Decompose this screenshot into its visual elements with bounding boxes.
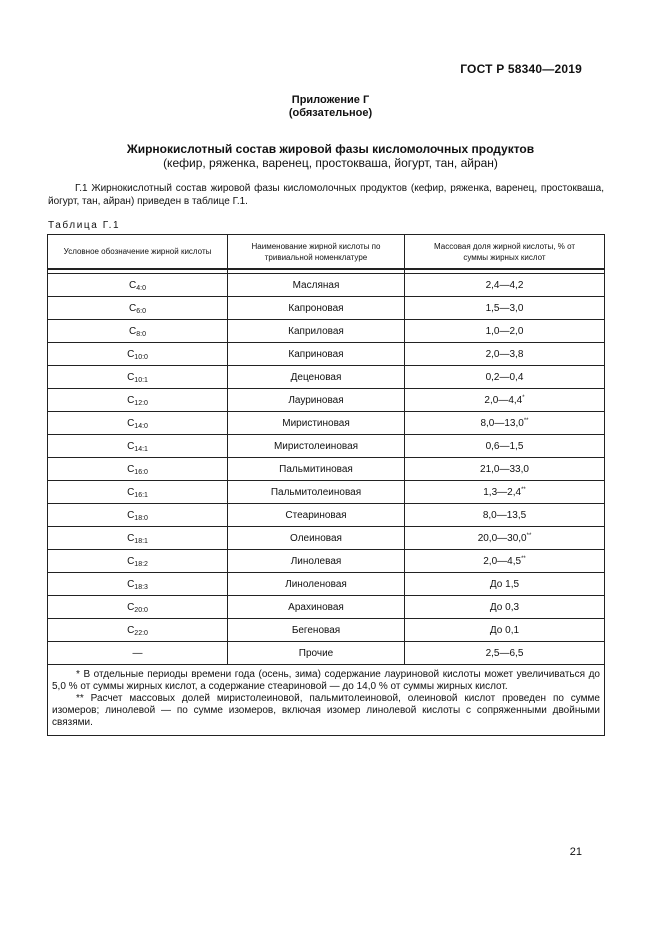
- cell-value: [405, 435, 605, 458]
- standard-number: ГОСТ Р 58340—2019: [460, 62, 582, 76]
- designation-base: —: [132, 647, 143, 659]
- section-subtitle: (кефир, ряженка, варенец, простокваша, йогурт, тан, айран): [163, 156, 498, 170]
- designation-subscript: 18:0: [134, 514, 148, 522]
- table-notes: [48, 665, 605, 736]
- cell-designation: [48, 619, 228, 642]
- footnote-mark: **: [521, 555, 526, 562]
- header-mass-fraction: Массовая доля жирной кислоты, % от суммы жирных кислот: [405, 235, 605, 270]
- table-row: [48, 435, 605, 458]
- appendix-status: (обязательное): [288, 107, 373, 119]
- cell-designation: [48, 596, 228, 619]
- table-row: [48, 504, 605, 527]
- designation-base: C: [127, 486, 135, 498]
- table-row: [48, 527, 605, 550]
- value-text: До 0,3: [489, 601, 520, 613]
- table-body: [48, 269, 605, 665]
- cell-designation: [48, 573, 228, 596]
- cell-name: Капроновая: [228, 297, 405, 320]
- designation-base: C: [127, 578, 135, 590]
- cell-value: [405, 573, 605, 596]
- page-number: 21: [569, 846, 582, 858]
- cell-designation: [48, 274, 228, 297]
- value-text: 2,0—4,4: [484, 394, 523, 406]
- designation-base: C: [127, 371, 135, 383]
- value-text: 1,3—2,4: [483, 486, 522, 498]
- value-text: 20,0—30,0: [477, 532, 527, 544]
- cell-name: Прочие: [228, 642, 405, 665]
- designation-subscript: 20:0: [134, 606, 148, 614]
- intro-paragraph: Г.1 Жирнокислотный состав жировой фазы кисломолочных продуктов (кефир, ряженка, варенец, простокваша, йогурт, тан, айран) приведен в таблице Г.1.: [48, 183, 604, 207]
- cell-designation: [48, 481, 228, 504]
- value-text: 2,4—4,2: [485, 279, 524, 291]
- designation-subscript: 18:2: [134, 560, 148, 568]
- cell-name: Арахиновая: [228, 596, 405, 619]
- table-row: [48, 274, 605, 297]
- table-row: [48, 389, 605, 412]
- value-text: До 1,5: [489, 578, 520, 590]
- cell-value: [405, 619, 605, 642]
- table-row: [48, 297, 605, 320]
- header-designation: Условное обозначение жирной кислоты: [48, 235, 228, 270]
- cell-value: [405, 481, 605, 504]
- cell-designation: [48, 389, 228, 412]
- footnote-mark: *: [522, 394, 525, 401]
- cell-name: Каприловая: [228, 320, 405, 343]
- table-row: [48, 343, 605, 366]
- cell-value: [405, 366, 605, 389]
- designation-subscript: 18:1: [134, 537, 148, 545]
- designation-subscript: 14:0: [134, 422, 148, 430]
- cell-name: Линоленовая: [228, 573, 405, 596]
- table-header-row: [48, 235, 605, 270]
- cell-name: Каприновая: [228, 343, 405, 366]
- table-row: [48, 412, 605, 435]
- cell-designation: [48, 297, 228, 320]
- designation-subscript: 10:1: [134, 376, 148, 384]
- cell-name: Деценовая: [228, 366, 405, 389]
- table-row: [48, 320, 605, 343]
- designation-subscript: 12:0: [134, 399, 148, 407]
- cell-value: [405, 550, 605, 573]
- cell-value: [405, 504, 605, 527]
- table-row: [48, 458, 605, 481]
- designation-base: C: [127, 624, 135, 636]
- table-row: [48, 596, 605, 619]
- cell-value: [405, 642, 605, 665]
- designation-base: C: [127, 601, 135, 613]
- value-text: 1,0—2,0: [485, 325, 524, 337]
- footnote-mark: **: [521, 486, 526, 493]
- cell-name: Миристолеиновая: [228, 435, 405, 458]
- designation-base: C: [127, 532, 135, 544]
- cell-designation: [48, 642, 228, 665]
- designation-subscript: 4:0: [136, 284, 146, 292]
- designation-base: C: [129, 325, 137, 337]
- fatty-acid-table: [47, 234, 605, 736]
- designation-subscript: 14:1: [134, 445, 148, 453]
- table-row: [48, 481, 605, 504]
- cell-value: [405, 596, 605, 619]
- cell-name: Пальмитолеиновая: [228, 481, 405, 504]
- note-2: ** Расчет массовых долей миристолеиновой, пальмитолеиновой, олеиновой кислот проведен по сумме изомеров; линолевой — по сумме изомеров, включая изомер линолевой кислоты с сопряженными двойными связями.: [52, 693, 600, 728]
- table-row: [48, 619, 605, 642]
- value-text: 2,0—3,8: [485, 348, 524, 360]
- footnote-mark: **: [526, 532, 532, 539]
- note-1: * В отдельные периоды времени года (осень, зима) содержание лауриновой кислоты может увеличиваться до 5,0 % от суммы жирных кислот, а содержание стеариновой — до 14,0 % от суммы жирных кислот.: [52, 669, 600, 692]
- value-text: 0,2—0,4: [485, 371, 524, 383]
- cell-designation: [48, 412, 228, 435]
- table-row: [48, 366, 605, 389]
- cell-value: [405, 274, 605, 297]
- table-row: [48, 573, 605, 596]
- designation-base: C: [127, 440, 135, 452]
- table-caption: Таблица Г.1: [48, 220, 121, 231]
- value-text: 2,0—4,5: [483, 555, 522, 567]
- value-text: До 0,1: [489, 624, 520, 636]
- cell-value: [405, 389, 605, 412]
- cell-designation: [48, 527, 228, 550]
- table-row: [48, 642, 605, 665]
- designation-subscript: 10:0: [134, 353, 148, 361]
- cell-designation: [48, 320, 228, 343]
- header-name: Наименование жирной кислоты по тривиальной номенклатуре: [228, 235, 405, 270]
- designation-subscript: 16:1: [134, 491, 148, 499]
- cell-name: Бегеновая: [228, 619, 405, 642]
- value-text: 21,0—33,0: [480, 463, 529, 475]
- cell-designation: [48, 343, 228, 366]
- cell-name: Миристиновая: [228, 412, 405, 435]
- cell-name: Олеиновая: [228, 527, 405, 550]
- designation-subscript: 22:0: [134, 629, 148, 637]
- value-text: 2,5—6,5: [485, 647, 524, 659]
- designation-base: C: [129, 302, 137, 314]
- designation-subscript: 18:3: [134, 583, 148, 591]
- designation-base: C: [127, 394, 135, 406]
- designation-base: C: [129, 279, 137, 291]
- cell-designation: [48, 435, 228, 458]
- cell-name: Линолевая: [228, 550, 405, 573]
- designation-base: C: [127, 463, 135, 475]
- cell-name: Лауриновая: [228, 389, 405, 412]
- cell-value: [405, 412, 605, 435]
- value-text: 8,0—13,0: [480, 417, 524, 429]
- cell-value: [405, 320, 605, 343]
- cell-value: [405, 297, 605, 320]
- value-text: 8,0—13,5: [482, 509, 527, 521]
- cell-value: [405, 343, 605, 366]
- cell-name: Масляная: [228, 274, 405, 297]
- designation-base: C: [127, 417, 135, 429]
- cell-value: [405, 458, 605, 481]
- cell-designation: [48, 458, 228, 481]
- cell-designation: [48, 366, 228, 389]
- cell-name: Пальмитиновая: [228, 458, 405, 481]
- cell-name: Стеариновая: [228, 504, 405, 527]
- designation-subscript: 16:0: [134, 468, 148, 476]
- appendix-title: Приложение Г: [291, 94, 370, 106]
- table-notes-row: [48, 665, 605, 736]
- cell-designation: [48, 504, 228, 527]
- footnote-mark: **: [523, 417, 529, 424]
- designation-base: C: [127, 509, 135, 521]
- cell-value: [405, 527, 605, 550]
- designation-base: C: [127, 555, 135, 567]
- section-title: Жирнокислотный состав жировой фазы кисломолочных продуктов: [126, 142, 535, 156]
- value-text: 1,5—3,0: [485, 302, 524, 314]
- cell-designation: [48, 550, 228, 573]
- value-text: 0,6—1,5: [485, 440, 524, 452]
- designation-subscript: 8:0: [136, 330, 146, 338]
- designation-subscript: 6:0: [136, 307, 146, 315]
- table-row: [48, 550, 605, 573]
- designation-base: C: [127, 348, 135, 360]
